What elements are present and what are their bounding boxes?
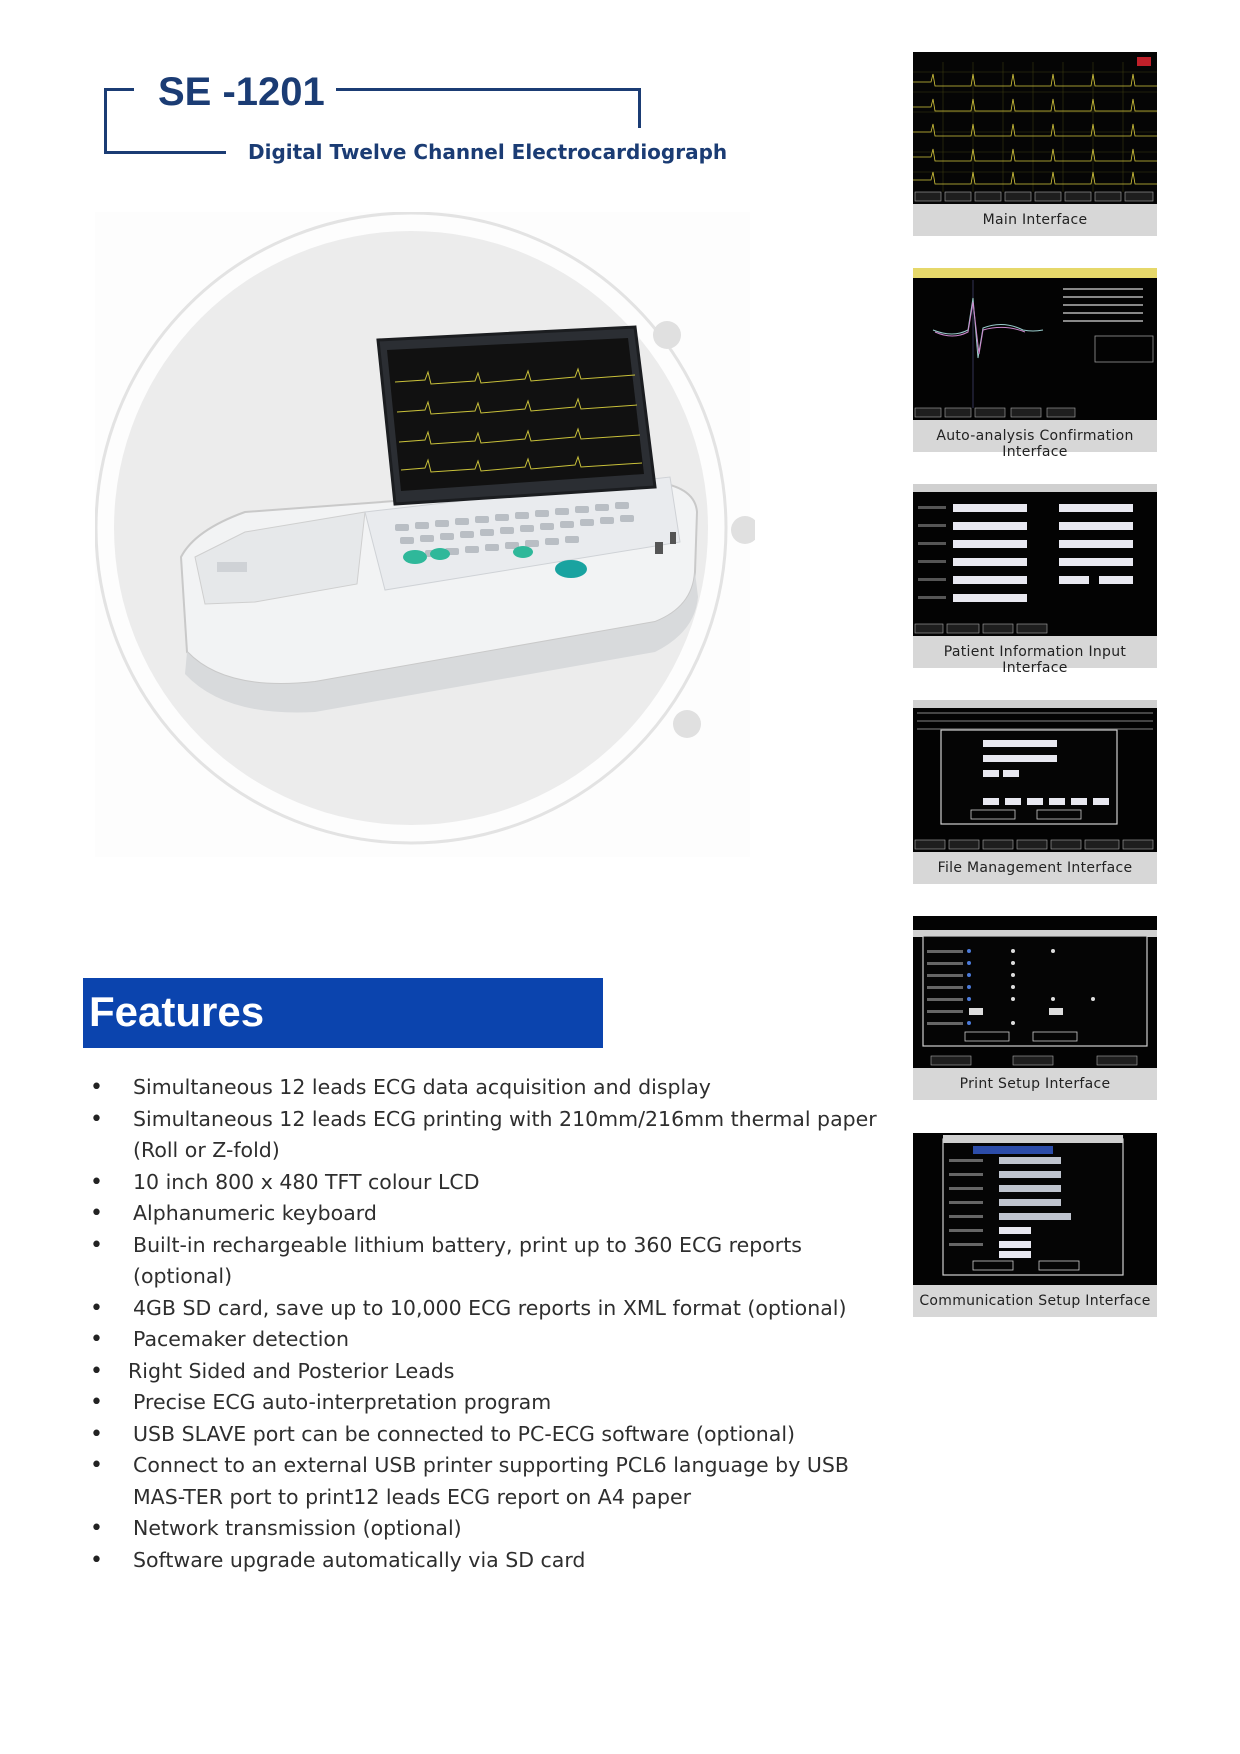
ecg-screen [913,52,1157,204]
list-item: • 10 inch 800 x 480 TFT colour LCD [88,1167,898,1199]
list-item: • USB SLAVE port can be connected to PC-ECG software (optional) [88,1419,898,1451]
product-image [95,212,755,862]
frame-line-right [638,88,641,128]
screenshot-main-interface [913,52,1157,236]
patient-info-screen [913,484,1157,636]
screenshot-caption: Communication Setup Interface [919,1293,1151,1309]
list-item: • Precise ECG auto-interpretation program [88,1387,898,1419]
list-item: • Built-in rechargeable lithium battery, print up to 360 ECG reports (optional) [88,1230,898,1293]
screenshot-communication-setup [913,1133,1157,1317]
model-number: SE -1201 [158,70,325,114]
features-banner [83,978,603,1048]
screenshot-print-setup [913,916,1157,1100]
screenshot-caption: Main Interface [982,212,1088,228]
screenshot-patient-info [913,484,1157,676]
file-management-screen [913,700,1157,852]
list-item: • Simultaneous 12 leads ECG printing with 210mm/216mm thermal paper (Roll or Z-fold) [88,1104,898,1167]
screenshot-caption: Patient Information Input Interface [943,644,1127,676]
list-item: • Software upgrade automatically via SD card [88,1545,898,1577]
product-subtitle: Digital Twelve Channel Electrocardiograph [248,140,728,164]
screenshot-caption: Print Setup Interface [959,1076,1111,1092]
communication-setup-screen [913,1133,1157,1285]
frame-line-top-left [104,88,134,91]
list-item: • Pacemaker detection [88,1324,898,1356]
frame-line-left [104,88,107,154]
list-item: • Simultaneous 12 leads ECG data acquisition and display [88,1072,898,1104]
list-item: • Network transmission (optional) [88,1513,898,1545]
list-item: • Alphanumeric keyboard [88,1198,898,1230]
frame-line-top-right [336,88,641,91]
analysis-screen [913,268,1157,420]
list-item: • Connect to an external USB printer supporting PCL6 language by USB MAS-TER port to print12 leads ECG report on A4 paper [88,1450,898,1513]
print-setup-screen [913,916,1157,1068]
screenshot-caption: Auto-analysis Confirmation Interface [936,428,1134,460]
screenshot-auto-analysis [913,268,1157,460]
screenshot-caption: File Management Interface [937,860,1133,876]
feature-list [88,1072,898,1576]
screenshot-file-management [913,700,1157,884]
list-item: • 4GB SD card, save up to 10,000 ECG reports in XML format (optional) [88,1293,898,1325]
list-item: • Right Sided and Posterior Leads [88,1356,898,1388]
features-heading: Features [89,988,265,1035]
frame-line-bottom [104,151,226,154]
